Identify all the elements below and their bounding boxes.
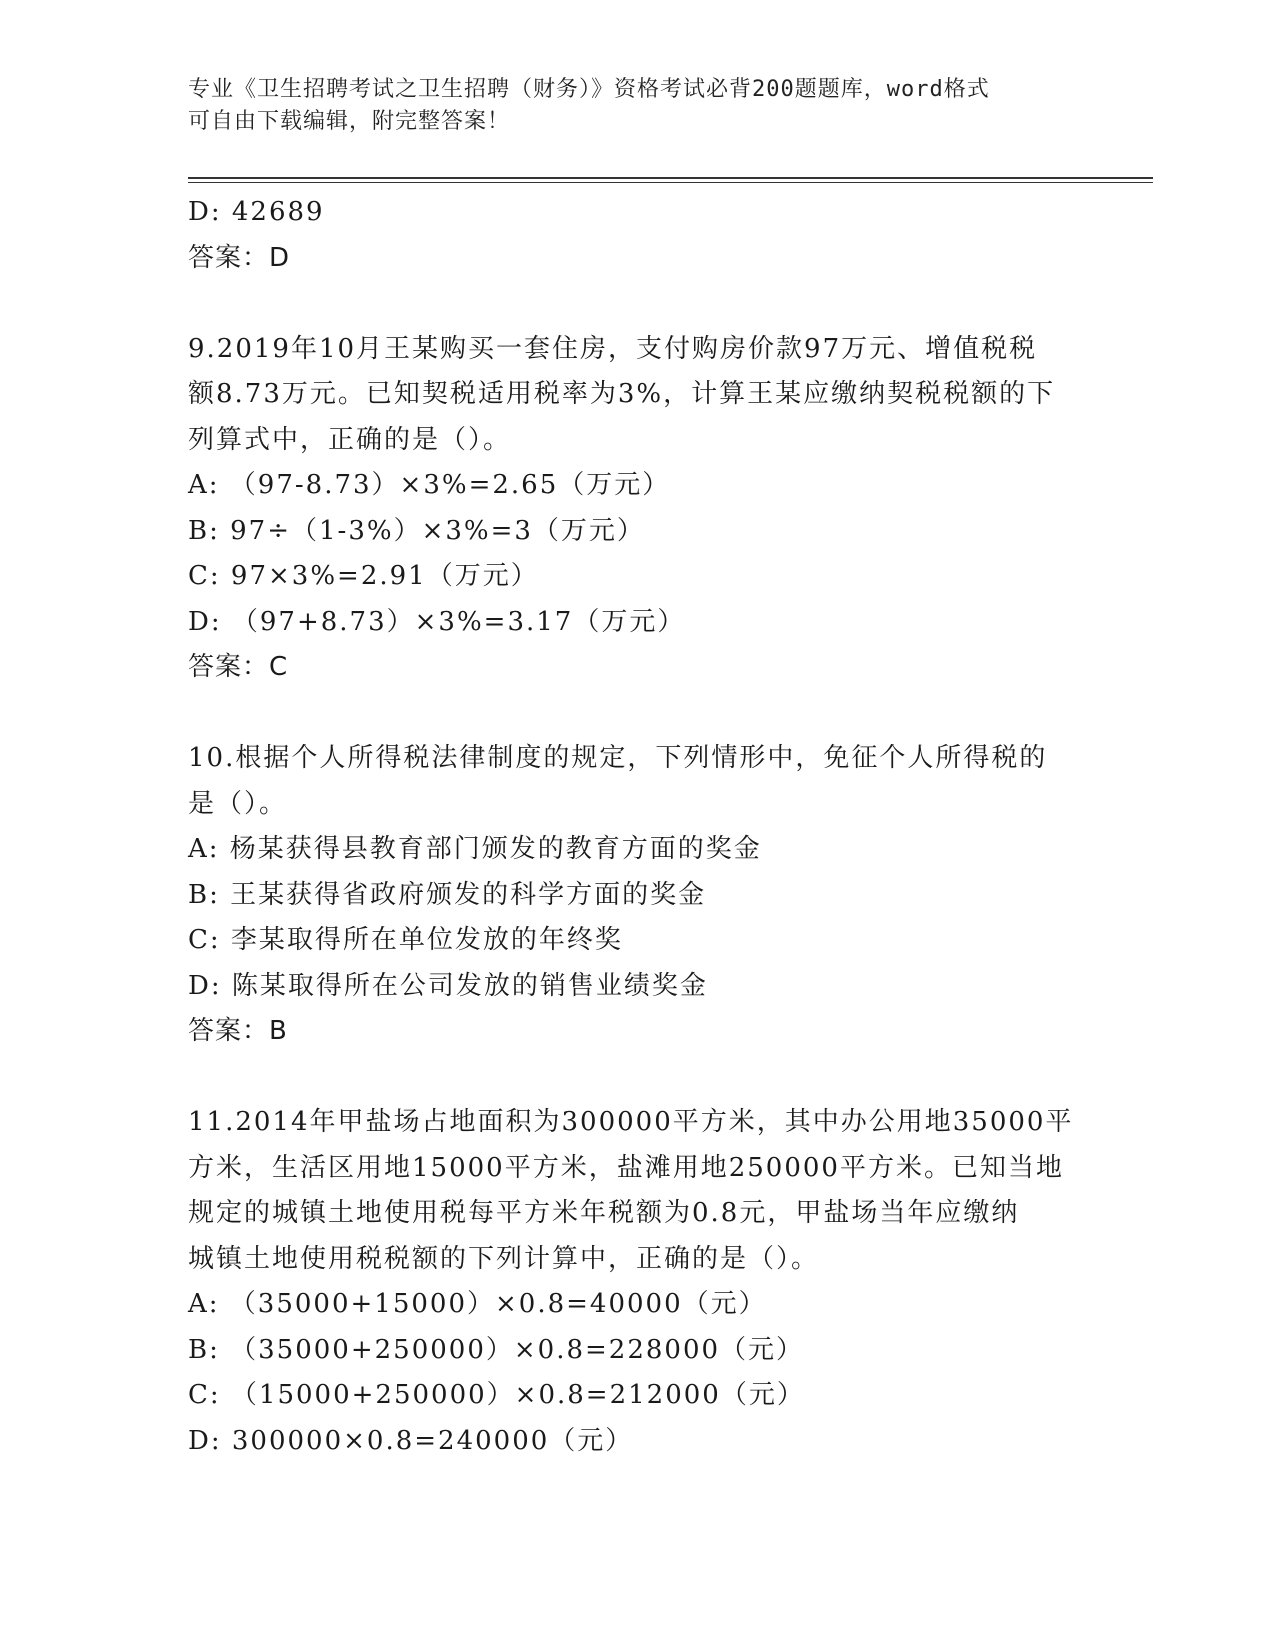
question-9-text-2: 额8.73万元。已知契税适用税率为3%，计算王某应缴纳契税税额的下 [188, 379, 1056, 409]
header-line-1: 专业《卫生招聘考试之卫生招聘（财务）》资格考试必背200题题库，word格式 [188, 77, 990, 102]
question-10 [188, 736, 1088, 1055]
page-header [188, 74, 1068, 138]
spacer [188, 1055, 1088, 1101]
question-11-option-d: D: 300000×0.8=240000（元） [188, 1425, 634, 1456]
question-9-option-a: A: （97-8.73）×3%=2.65（万元） [188, 470, 671, 500]
question-10-text-2: 是（）。 [188, 788, 288, 819]
question-10-option-b: B: 王某获得省政府颁发的科学方面的奖金 [188, 879, 707, 910]
question-11 [188, 1100, 1088, 1464]
question-10-option-c: C: 李某取得所在单位发放的年终奖 [188, 925, 623, 955]
question-11-option-a: A: （35000+15000）×0.8=40000（元） [188, 1289, 767, 1319]
question-10-text-1: 10.根据个人所得税法律制度的规定，下列情形中，免征个人所得税的 [188, 743, 1048, 773]
header-divider-thin [188, 182, 1153, 183]
question-9 [188, 327, 1088, 691]
question-11-text-3: 规定的城镇土地使用税每平方米年税额为0.8元，甲盐场当年应缴纳 [188, 1198, 1020, 1228]
prev-option-d: D: 42689 [188, 197, 325, 227]
question-9-option-c: C: 97×3%=2.91（万元） [188, 561, 539, 591]
spacer [188, 281, 1088, 327]
question-9-text-1: 9.2019年10月王某购买一套住房，支付购房价款97万元、增值税税 [188, 333, 1038, 364]
question-10-answer: 答案：B [188, 1016, 288, 1046]
question-9-option-b: B: 97÷（1-3%）×3%=3（万元） [188, 515, 645, 546]
header-line-2: 可自由下载编辑，附完整答案！ [188, 109, 511, 134]
question-9-answer: 答案：C [188, 652, 289, 682]
prev-answer: 答案：D [188, 242, 291, 273]
question-9-option-d: D: （97+8.73）×3%=3.17（万元） [188, 606, 686, 637]
question-11-text-4: 城镇土地使用税税额的下列计算中，正确的是（）。 [188, 1243, 820, 1274]
question-10-option-a: A: 杨某获得县教育部门颁发的教育方面的奖金 [188, 834, 762, 864]
question-11-text-1: 11.2014年甲盐场占地面积为300000平方米，其中办公用地35000平 [188, 1107, 1074, 1137]
question-11-option-c: C: （15000+250000）×0.8=212000（元） [188, 1380, 805, 1410]
spacer [188, 691, 1088, 737]
question-11-text-2: 方米，生活区用地15000平方米，盐滩用地250000平方米。已知当地 [188, 1152, 1064, 1183]
header-divider-thick [188, 177, 1153, 179]
question-11-option-b: B: （35000+250000）×0.8=228000（元） [188, 1334, 805, 1365]
question-9-text-3: 列算式中，正确的是（）。 [188, 424, 512, 455]
question-10-option-d: D: 陈某取得所在公司发放的销售业绩奖金 [188, 970, 708, 1001]
question-content [188, 190, 1088, 1464]
